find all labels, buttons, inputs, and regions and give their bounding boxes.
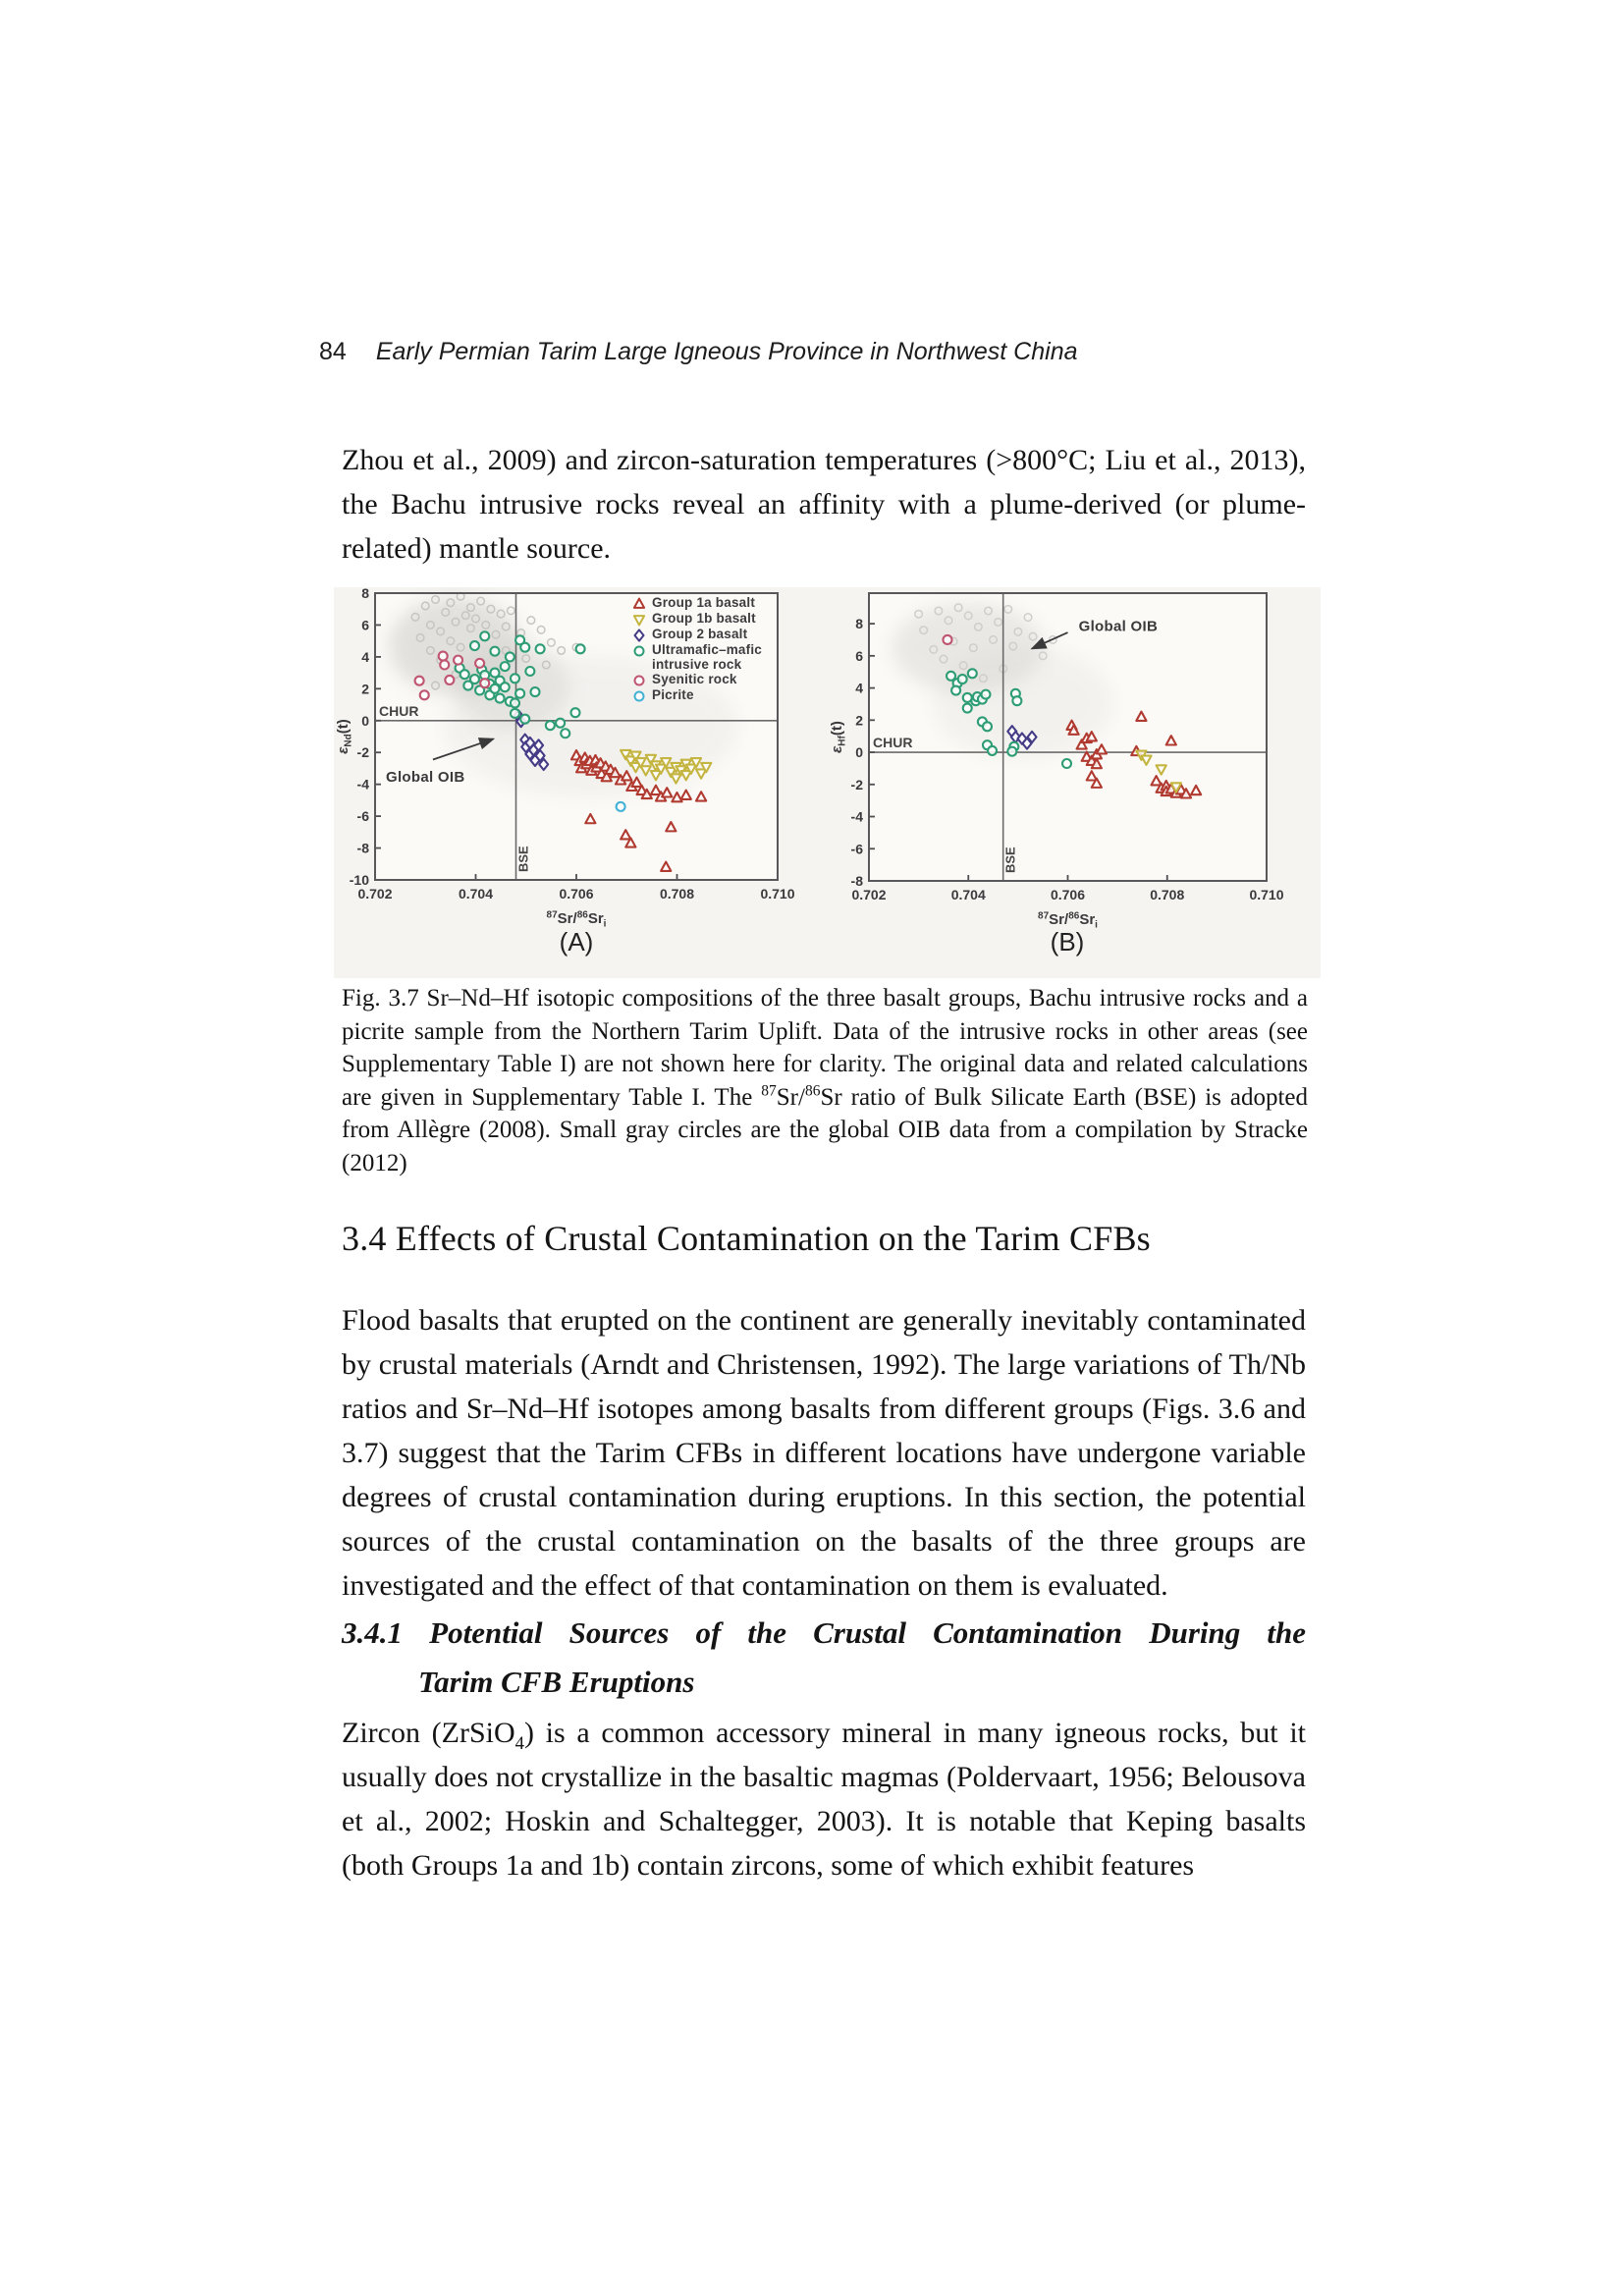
svg-text:CHUR: CHUR [379, 702, 419, 719]
figure-3-7 [334, 587, 1321, 978]
legend-item [631, 596, 762, 611]
subsection-heading-line2: Tarim CFB Eruptions [418, 1665, 695, 1699]
svg-text:87Sr/86Sri: $^{87}Sr/^{86}Sr_i$ [1038, 910, 1098, 931]
subsection-heading-line1: 3.4.1 Potential Sources of the Crustal Contamination During the [342, 1615, 1306, 1650]
svg-text:-6: -6 [850, 841, 863, 857]
svg-text:0.704: 0.704 [458, 886, 494, 902]
diamond-icon [631, 628, 648, 642]
svg-text:-2: -2 [850, 776, 863, 793]
legend-item [631, 612, 762, 627]
svg-text:0.706: 0.706 [559, 886, 594, 902]
panel-B [829, 593, 1284, 931]
svg-text:4: 4 [855, 680, 863, 696]
chart-legend [631, 596, 762, 704]
svg-text:-8: -8 [850, 873, 863, 889]
svg-text:0: 0 [361, 712, 369, 729]
svg-text:BSE: BSE [1002, 847, 1018, 873]
svg-text:Global OIB: Global OIB [1078, 618, 1159, 635]
legend-item [631, 688, 762, 703]
svg-text:0.702: 0.702 [357, 886, 393, 902]
legend-item [631, 643, 762, 672]
svg-text:-8: -8 [356, 840, 369, 856]
legend-label: Group 2 basalt [652, 627, 748, 641]
svg-text:εNd(t): $\varepsilon_{Nd}(t)$ [335, 719, 354, 754]
circle-icon [631, 643, 648, 658]
svg-text:0.702: 0.702 [851, 887, 887, 902]
svg-text:0: 0 [855, 744, 863, 761]
paragraph-contamination: Flood basalts that erupted on the continent are generally inevitably contaminated by crustal materials (Arndt and Christensen, 1992). The large variations of Th/Nb ratios and Sr–Nd–Hf isotopes among basalts from different groups (Figs. 3.6 and 3.7) suggest that the Tarim CFBs in different locations have undergone variable degrees of crustal contamination during eruptions. In this section, the potential sources of the crustal contamination on the basalts of the three groups are investigated and the effect of that contamination on them is evaluated. [342, 1304, 1306, 1602]
legend-label: Syenitic rock [652, 672, 737, 686]
series-picrite [617, 802, 625, 811]
panel-b-label: (B) [1050, 927, 1085, 957]
figure-caption: Fig. 3.7 Sr–Nd–Hf isotopic compositions of the three basalt groups, Bachu intrusive rocks and a picrite sample from the Northern Tarim Uplift. Data of the intrusive rocks in other areas (see Supplementary Table I) are not shown here for clarity. The original data and related calculations are given in Supplementary Table I. The $^{87}$Sr/$^{86}$Sr ratio of Bulk Silicate Earth (BSE) is adopted from Allègre (2008). Small gray circles are the global OIB data from a compilation by Stracke (2012) [342, 985, 1308, 1176]
svg-text:0.708: 0.708 [1150, 887, 1185, 902]
subsection-heading [342, 1609, 1306, 1707]
scatter-plots-svg [334, 587, 1321, 978]
running-header [319, 338, 1078, 366]
svg-text:8: 8 [361, 587, 369, 601]
svg-text:4: 4 [361, 648, 369, 665]
circle-icon [631, 673, 648, 687]
series-syenitic-rock [943, 635, 951, 644]
svg-text:6: 6 [855, 647, 863, 664]
svg-text:εHf(t): $\varepsilon_{Hf}(t)$ [829, 721, 848, 753]
svg-text:0.710: 0.710 [1249, 887, 1284, 902]
svg-text:8: 8 [855, 616, 863, 632]
svg-text:2: 2 [855, 712, 863, 729]
svg-text:BSE: BSE [515, 846, 531, 872]
svg-text:-10: -10 [349, 872, 369, 888]
svg-text:-2: -2 [356, 744, 369, 761]
legend-item [631, 628, 762, 642]
section-heading: 3.4 Effects of Crustal Contamination on the Tarim CFBs [342, 1219, 1151, 1258]
triangle-down-icon [631, 612, 648, 627]
svg-text:-6: -6 [356, 808, 369, 825]
legend-label: Ultramafic–mafic intrusive rock [652, 642, 762, 672]
svg-text:2: 2 [361, 681, 369, 697]
svg-text:Global OIB: Global OIB [385, 769, 465, 787]
svg-text:87Sr/86Sri: $^{87}Sr/^{86}Sr_i$ [546, 909, 607, 930]
circle-icon [631, 688, 648, 703]
svg-text:-4: -4 [850, 808, 863, 825]
svg-text:0.706: 0.706 [1050, 887, 1086, 902]
svg-text:0.704: 0.704 [950, 887, 986, 902]
triangle-up-icon [631, 596, 648, 611]
running-title: Early Permian Tarim Large Igneous Province in Northwest China [375, 338, 1078, 365]
paragraph-zircon: Zircon (ZrSiO$_4$) is a common accessory mineral in many igneous rocks, but it usually does not crystallize in the basaltic magmas (Poldervaart, 1956; Belousova et al., 2002; Hoskin and Schaltegger, 2003). It is notable that Keping basalts (both Groups 1a and 1b) contain zircons, some of which exhibit features [342, 1717, 1306, 1882]
svg-text:6: 6 [361, 617, 369, 633]
page-number: 84 [319, 338, 347, 365]
paragraph-intro: Zhou et al., 2009) and zircon-saturation temperatures (>800°C; Liu et al., 2013), the Bachu intrusive rocks reveal an affinity with a plume-derived (or plume-related) mantle source. [342, 444, 1306, 565]
svg-text:CHUR: CHUR [873, 735, 913, 751]
svg-text:-4: -4 [356, 776, 369, 793]
svg-text:0.710: 0.710 [760, 886, 795, 902]
legend-label: Group 1a basalt [652, 595, 756, 610]
legend-item [631, 673, 762, 687]
legend-label: Picrite [652, 687, 694, 702]
svg-text:0.708: 0.708 [659, 886, 695, 902]
legend-label: Group 1b basalt [652, 611, 756, 626]
panel-a-label: (A) [559, 927, 594, 957]
